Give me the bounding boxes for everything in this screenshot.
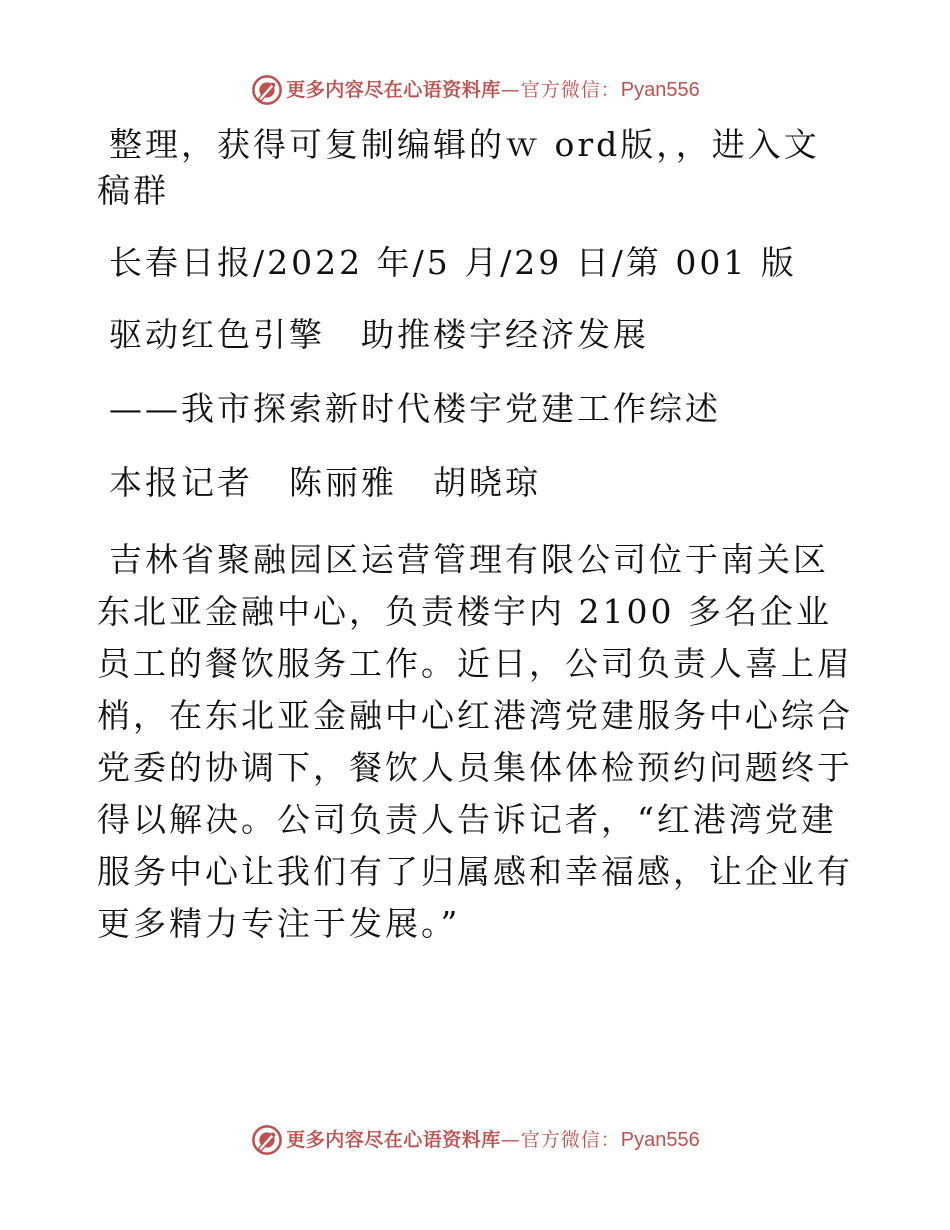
banner-wechat-id: Pyan556 xyxy=(620,79,700,101)
article-title: 驱动红色引擎 助推楼宇经济发展 xyxy=(109,315,649,354)
banner-main-text: 更多内容尽在心语资料库 xyxy=(286,79,501,101)
banner-wechat-label: 官方微信： xyxy=(520,1129,621,1151)
article-subtitle: ——我市探索新时代楼宇党建工作综述 xyxy=(109,389,721,428)
banner-separator: — xyxy=(500,79,521,101)
banner-wechat-label: 官方微信： xyxy=(520,79,621,101)
footer-watermark-banner xyxy=(0,1120,950,1160)
article-body-paragraph: 吉林省聚融园区运营管理有限公司位于南关区东北亚金融中心，负责楼宇内 2100 多名企业员工的餐饮服务工作。近日，公司负责人喜上眉梢，在东北亚金融中心红港湾党建服务中心综合党委的协调下，餐饮人员集体体检预约问题终于得以解决。公司负责人告诉记者，“红港湾党建服务中心让我们有了归属感和幸福感，让企业有更多精力专注于发展。” xyxy=(97,540,853,943)
banner-separator: — xyxy=(500,1129,521,1151)
article-byline: 本报记者 陈丽雅 胡晓琼 xyxy=(109,463,541,502)
intro-paragraph: 整理，获得可复制编辑的ｗ ord版，，进入文稿群 xyxy=(97,125,820,210)
pen-nib-logo-icon xyxy=(250,1123,284,1157)
banner-wechat-id: Pyan556 xyxy=(620,1129,700,1151)
document-body xyxy=(97,120,853,950)
header-watermark-banner xyxy=(0,70,950,110)
pen-nib-logo-icon xyxy=(250,73,284,107)
banner-main-text: 更多内容尽在心语资料库 xyxy=(286,1129,501,1151)
source-line: 长春日报/2022 年/5 月/29 日/第 001 版 xyxy=(109,243,797,282)
